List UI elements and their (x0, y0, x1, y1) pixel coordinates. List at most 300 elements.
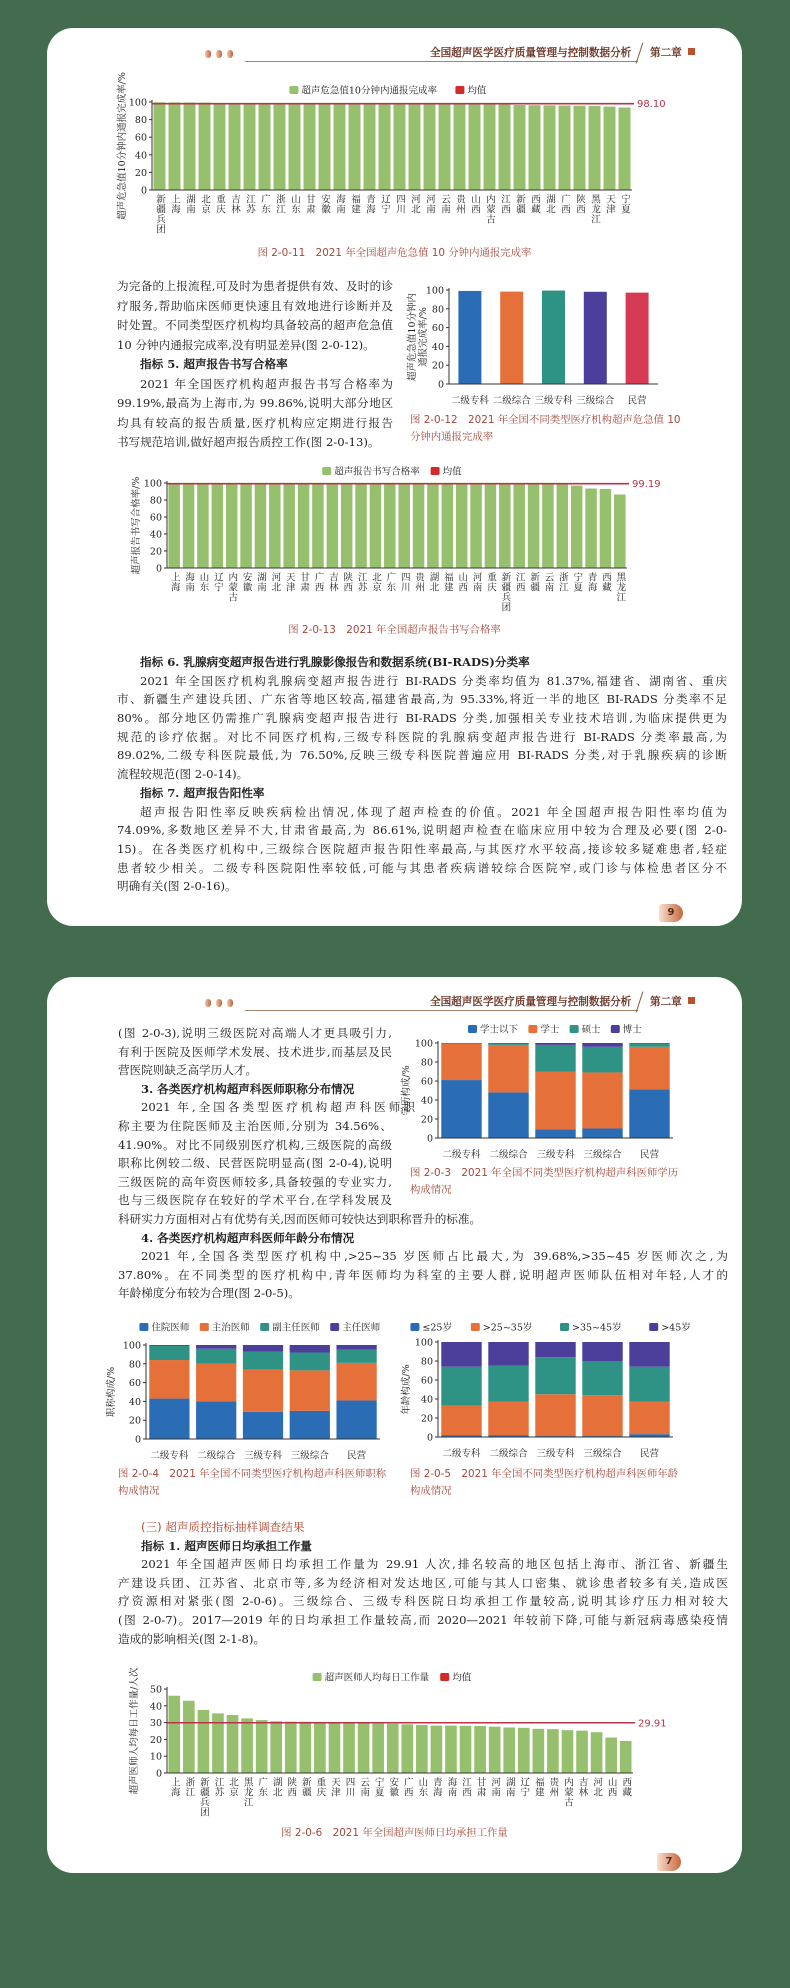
text-line: 37.80%。在不同类型的医疗机构中,青年医师均为科室的主要人群,说明超声医师队伍相对年轻,人才的 (118, 1267, 728, 1282)
x-tick-label: 河北 (269, 572, 281, 592)
x-tick-label: 二级专科 (450, 395, 489, 407)
legend-swatch (410, 1323, 419, 1331)
legend-swatch (560, 1323, 569, 1331)
x-tick-label: 辽宁 (379, 194, 390, 214)
legend-swatch (431, 467, 440, 475)
caption-fig-2-0-6 (47, 1825, 742, 1842)
x-tick-label: 四川 (394, 194, 405, 214)
bar (499, 104, 511, 190)
x-tick-label: 河南 (470, 572, 482, 592)
bar (298, 483, 310, 568)
caption-line: 图 2-0-4 2021 年全国不同类型医疗机构超声科医师职称 (118, 1468, 387, 1480)
x-tick-label: 吉林 (576, 1777, 588, 1797)
bar-segment (196, 1349, 236, 1364)
x-tick-label: 甘肃 (474, 1777, 486, 1797)
x-tick-label: 广西 (312, 572, 324, 592)
text-line: 41.90%。对比不同级别医疗机构,三级医院的高级 (118, 1137, 392, 1152)
caption-line: 图 2-0-5 2021 年全国不同类型医疗机构超声科医师年龄 (410, 1468, 679, 1480)
header-chapter: 第二章 (650, 47, 682, 59)
text-line: 99.19%,最高为上海市,为 99.86%,说明大部分地区 (117, 396, 393, 410)
book-page-7 (47, 977, 742, 1873)
x-tick-label: 重庆 (484, 572, 496, 592)
caption-line: 图 2-0-13 2021 年全国超声报告书写合格率 (288, 624, 501, 636)
y-tick-label: 100 (425, 285, 444, 297)
legend-swatch (528, 1025, 537, 1033)
text-line: 流程较规范(图 2-0-14)。 (117, 767, 249, 782)
y-tick-label: 100 (414, 1337, 433, 1349)
bar-segment (582, 1395, 622, 1436)
bar-segment (535, 1072, 575, 1130)
bar (557, 484, 569, 568)
x-tick-label: 新疆兵团 (197, 1777, 209, 1817)
bar (184, 103, 196, 190)
x-tick-label: 吉林 (326, 572, 338, 592)
caption-line: 构成情况 (118, 1485, 160, 1497)
bar (499, 484, 511, 568)
y-tick-label: 60 (134, 132, 147, 144)
bar (334, 104, 346, 190)
bar-segment (243, 1352, 283, 1370)
x-tick-label: 三级综合 (290, 1450, 329, 1462)
y-tick-label: 0 (155, 1768, 162, 1780)
y-tick-label: 40 (134, 150, 147, 162)
bar (518, 1728, 530, 1773)
y-tick-label: 100 (414, 1038, 433, 1050)
bar (413, 483, 425, 568)
x-tick-label: 河北 (591, 1777, 603, 1797)
bar-segment (535, 1394, 575, 1436)
y-tick-label: 0 (426, 1133, 433, 1145)
legend-swatch (260, 1323, 269, 1331)
legend-label: 硕士 (581, 1024, 601, 1036)
bar-segment (243, 1345, 283, 1352)
x-tick-label: 河南 (489, 1777, 501, 1797)
y-tick-label: 20 (128, 1415, 141, 1427)
x-tick-label: 浙江 (274, 194, 285, 214)
bar (409, 104, 421, 190)
y-axis-label: 通报完成率/% (418, 307, 429, 367)
legend-swatch (570, 1025, 579, 1033)
bar (626, 293, 649, 384)
bar-segment (336, 1363, 376, 1401)
x-tick-label: 浙江 (183, 1777, 195, 1797)
bar (547, 1729, 559, 1773)
x-tick-label: 新疆 (514, 194, 525, 214)
legend-swatch (440, 1673, 449, 1681)
bar (600, 489, 612, 568)
y-tick-label: 100 (122, 1340, 141, 1352)
text-line: 2021 年全国超声医师日均承担工作量为 29.91 人次,排名较高的地区包括上海市、浙江省、新疆生 (141, 1557, 728, 1572)
header-rule (245, 61, 638, 62)
mean-value-label: 29.91 (638, 1718, 667, 1730)
bar-segment (535, 1043, 575, 1045)
bar (387, 1724, 399, 1773)
x-tick-label: 西藏 (529, 194, 540, 214)
text-line: 2021 年全国医疗机构乳腺病变超声报告进行 BI-RADS 分类率均值为 81.37%,福建省、湖南省、重庆 (140, 673, 727, 688)
bar (620, 1741, 632, 1773)
legend-label: ≤25岁 (422, 1322, 452, 1334)
y-tick-label: 40 (431, 341, 444, 353)
bar-segment (149, 1346, 189, 1360)
x-tick-label: 二级专科 (150, 1450, 189, 1462)
text-line: 也与三级医院存在较好的学术平台,在学科发展及 (118, 1193, 392, 1208)
text-line: 职称比例较二级、民营医院明显高(图 2-0-4),说明 (118, 1156, 392, 1171)
bar-segment (629, 1090, 669, 1138)
text-line: 74.09%,多数地区差异不大,甘肃省最高,为 86.61%,说明超声检查在临床应用中较为合理及必要(图 2-0- (117, 823, 727, 838)
chart-fig-2-0-5 (395, 1315, 691, 1460)
x-tick-label: 内蒙古 (561, 1777, 573, 1807)
y-tick-label: 0 (155, 563, 162, 575)
bar-segment (441, 1080, 481, 1138)
text-line: (图 2-0-3),说明三级医院对高端人才更具吸引力, (118, 1026, 392, 1040)
bar (226, 483, 238, 568)
bar (168, 483, 180, 568)
caption-fig-2-0-13 (47, 622, 742, 639)
mean-value-label: 98.10 (637, 99, 666, 111)
bar (439, 104, 451, 190)
chart-legend (468, 1024, 642, 1036)
x-tick-label: 三级综合 (583, 1448, 622, 1460)
legend-label: 学士 (540, 1024, 560, 1036)
y-tick-label: 20 (420, 1413, 433, 1425)
x-tick-label: 江苏 (355, 572, 367, 592)
bar-segment (582, 1043, 622, 1047)
x-tick-label: 云南 (542, 572, 554, 592)
bar-segment (488, 1366, 528, 1402)
legend-label: 主治医师 (211, 1322, 250, 1334)
x-tick-label: 天津 (604, 194, 615, 214)
text-line: 年龄梯度分布较为合理(图 2-0-5)。 (118, 1286, 300, 1301)
chart-legend (139, 1322, 380, 1334)
bar (528, 484, 540, 568)
bar-segment (290, 1345, 330, 1353)
y-tick-label: 80 (128, 1359, 141, 1371)
bar (229, 103, 241, 190)
bar (514, 105, 526, 190)
y-tick-label: 80 (149, 495, 162, 507)
x-tick-label: 二级综合 (197, 1450, 236, 1462)
caption-fig-2-0-4 (118, 1466, 386, 1500)
y-tick-label: 10 (149, 1751, 162, 1763)
bar-segment (535, 1342, 575, 1357)
legend-label: 住院医师 (151, 1322, 190, 1334)
header-title: 全国超声医学医疗质量管理与控制数据分析 (430, 996, 632, 1008)
text-line: 2021 年,全国各类型医疗机构中,>25~35 岁医师占比最大,为 39.68%,>35~45 岁医师次之,为 (141, 1249, 728, 1264)
x-tick-label: 广东 (384, 572, 396, 592)
text-line: 称主要为住院医师及主治医师,分别为 34.56%、 (118, 1118, 392, 1133)
bar (454, 104, 466, 190)
x-tick-label: 贵州 (413, 572, 425, 592)
caption-line: 图 2-0-3 2021 年全国不同类型医疗机构超声科医师学历 (410, 1167, 679, 1179)
bar (199, 103, 211, 190)
header-square-icon (688, 48, 695, 55)
text-line: 均具有较高的报告质量,医疗机构应定期进行报告 (117, 415, 393, 430)
x-tick-label: 海南 (445, 1777, 457, 1797)
bar (289, 103, 301, 190)
bar (370, 483, 382, 568)
x-tick-label: 山东 (416, 1777, 428, 1797)
x-tick-label: 二级综合 (489, 1149, 528, 1161)
x-tick-label: 新疆 (528, 572, 540, 592)
x-tick-label: 北京 (199, 194, 210, 214)
text-line: 疗服务,帮助临床医师更快速且有效地进行诊断并及 (117, 298, 393, 313)
bar (544, 105, 556, 190)
x-tick-label: 内蒙古 (226, 572, 238, 602)
bar (470, 483, 482, 568)
chart-legend (410, 1322, 690, 1334)
x-tick-label: 二级专科 (442, 1149, 481, 1161)
bar (416, 1725, 428, 1773)
bar-segment (149, 1345, 189, 1346)
bar-segment (336, 1400, 376, 1439)
x-tick-label: 西藏 (620, 1777, 632, 1797)
text-line: 80%。部分地区仍需推广乳腺病变超声报告进行 BI-RADS 分类,加强相关专业技术培训,为临床提供更为 (117, 711, 727, 726)
bar (197, 483, 209, 568)
bar (562, 1730, 574, 1773)
section-heading: 指标 1. 超声医师日均承担工作量 (141, 1538, 312, 1553)
y-axis-label: 超声医师人均每日工作量/人次 (129, 1667, 140, 1795)
bar-segment (488, 1342, 528, 1366)
y-tick-label: 100 (143, 478, 162, 490)
text-line: 疗资源相对紧张(图 2-0-6)。三级综合、三级专科医院日均承担工作量较高,说明其诊疗压力相对较大 (118, 1594, 728, 1609)
x-tick-label: 三级综合 (583, 1149, 622, 1161)
y-tick-label: 60 (431, 323, 444, 335)
y-tick-label: 40 (420, 1095, 433, 1107)
x-tick-label: 民营 (347, 1450, 367, 1462)
y-tick-label: 60 (420, 1375, 433, 1387)
caption-fig-2-0-11 (47, 245, 742, 262)
chart-fig-2-0-6 (107, 1660, 727, 1825)
bar (319, 103, 331, 190)
legend-swatch (322, 467, 331, 475)
bar (227, 1715, 239, 1773)
page-number: 7 (657, 1853, 681, 1871)
bar (574, 106, 586, 190)
bar (244, 103, 256, 190)
legend-swatch (468, 1025, 477, 1033)
bar (442, 483, 454, 568)
y-tick-label: 60 (149, 512, 162, 524)
x-tick-label: 新疆兵团 (499, 572, 511, 612)
bar-segment (196, 1401, 236, 1439)
header-divider (636, 42, 644, 63)
bar-segment (582, 1047, 622, 1073)
x-tick-label: 安徽 (240, 572, 252, 592)
legend-label: 超声医师人均每日工作量 (324, 1672, 430, 1684)
bar-segment (488, 1092, 528, 1138)
bar-segment (629, 1342, 669, 1367)
x-tick-label: 二级专科 (442, 1448, 481, 1460)
header-chapter: 第二章 (650, 996, 682, 1008)
y-tick-label: 80 (420, 1057, 433, 1069)
legend-label: 均值 (467, 85, 487, 97)
bar (314, 1723, 326, 1773)
x-tick-label: 民营 (639, 1448, 660, 1460)
y-tick-label: 80 (420, 1356, 433, 1368)
bar (285, 1722, 297, 1773)
y-tick-label: 60 (128, 1378, 141, 1390)
y-tick-label: 80 (431, 304, 444, 316)
bar (384, 483, 396, 568)
bar (445, 1726, 457, 1773)
bar (329, 1723, 341, 1773)
legend-swatch (289, 86, 298, 94)
y-tick-label: 30 (149, 1718, 162, 1730)
legend-label: 博士 (622, 1024, 642, 1036)
bar-segment (535, 1357, 575, 1394)
text-line: 2021 年全国医疗机构超声报告书写合格率为 (140, 376, 393, 391)
x-tick-label: 江苏 (244, 194, 255, 214)
header-dots-ornament (205, 999, 233, 1007)
bar (255, 483, 267, 568)
y-axis-label: 职称构成/% (106, 1366, 117, 1418)
x-tick-label: 福建 (349, 194, 360, 214)
x-tick-label: 黑龙江 (241, 1777, 253, 1807)
x-tick-label: 宁夏 (619, 194, 630, 214)
legend-swatch (330, 1323, 339, 1331)
x-tick-label: 天津 (328, 1777, 340, 1797)
x-tick-label: 黑龙江 (589, 194, 600, 224)
x-tick-label: 山西 (456, 572, 468, 592)
y-axis-label: 超声危急值10分钟内通报完成率/% (117, 72, 128, 220)
y-tick-label: 40 (128, 1396, 141, 1408)
text-line: 有利于医院及医师学术发展、技术进步,而基层及民 (118, 1044, 392, 1059)
bar-segment (441, 1367, 481, 1406)
chart-fig-2-0-3 (395, 1020, 685, 1165)
x-tick-label: 广西 (401, 1777, 413, 1797)
bar (513, 484, 525, 568)
bar (349, 104, 361, 190)
x-tick-label: 安徽 (387, 1777, 399, 1797)
section-heading: 3. 各类医疗机构超声科医师职称分布情况 (141, 1081, 355, 1096)
section-heading: 指标 6. 乳腺病变超声报告进行乳腺影像报告和数据系统(BI-RADS)分类率 (140, 655, 530, 669)
bar-segment (336, 1345, 376, 1350)
x-tick-label: 云南 (358, 1777, 370, 1797)
section-heading: 4. 各类医疗机构超声科医师年龄分布情况 (141, 1230, 355, 1245)
bar (469, 104, 481, 190)
y-tick-label: 0 (134, 1434, 141, 1446)
y-tick-label: 0 (426, 1432, 433, 1444)
text-line: 时处置。不同类型医疗机构均具备较高的超声危急值 (117, 318, 393, 332)
x-tick-label: 山西 (469, 194, 480, 214)
text-line: 造成的影响相关(图 2-1-8)。 (118, 1631, 266, 1646)
bar (529, 105, 541, 190)
bar (169, 102, 181, 190)
x-tick-label: 江苏 (212, 1777, 224, 1797)
section-heading: (三) 超声质控指标抽样调查结果 (141, 1520, 305, 1534)
x-tick-label: 江西 (513, 572, 525, 592)
header-title: 全国超声医学医疗质量管理与控制数据分析 (430, 47, 632, 59)
x-tick-label: 青海 (585, 572, 597, 592)
y-tick-label: 20 (149, 546, 162, 558)
bar (183, 1701, 195, 1773)
x-tick-label: 河南 (424, 194, 435, 214)
chart-legend (289, 85, 487, 97)
bar-segment (629, 1367, 669, 1402)
bar (355, 483, 367, 568)
caption-line: 构成情况 (410, 1184, 452, 1196)
bar (458, 291, 481, 384)
bar (358, 1723, 370, 1773)
caption-line: 构成情况 (410, 1485, 452, 1497)
bar (401, 1724, 413, 1773)
y-tick-label: 20 (431, 360, 444, 372)
bar (154, 102, 166, 190)
x-tick-label: 贵州 (454, 194, 465, 214)
x-tick-label: 内蒙古 (484, 194, 495, 224)
section-heading: 指标 7. 超声报告阳性率 (140, 785, 265, 800)
x-tick-label: 广西 (559, 194, 570, 214)
y-tick-label: 0 (140, 185, 147, 197)
x-tick-label: 新疆 (299, 1777, 311, 1797)
bar (269, 483, 281, 568)
bar (427, 483, 439, 568)
bar (533, 1729, 545, 1773)
bar (398, 483, 410, 568)
bar-segment (488, 1045, 528, 1093)
bar (485, 484, 497, 568)
legend-swatch (313, 1673, 322, 1681)
y-axis-label: 学历构成/% (401, 1065, 412, 1116)
bar (394, 104, 406, 190)
bar (300, 1722, 312, 1773)
bar-segment (290, 1353, 330, 1371)
x-tick-label: 三级专科 (243, 1450, 283, 1462)
y-tick-label: 50 (149, 1684, 162, 1696)
bar (327, 483, 339, 568)
bar-segment (488, 1043, 528, 1044)
bar-segment (582, 1342, 622, 1361)
bar (274, 103, 286, 190)
x-tick-label: 福建 (441, 572, 453, 592)
x-tick-label: 上海 (168, 572, 180, 592)
legend-label: 主任医师 (342, 1322, 381, 1334)
x-tick-label: 湖南 (184, 194, 195, 214)
bar-segment (196, 1364, 236, 1402)
x-tick-label: 三级专科 (536, 1149, 575, 1161)
x-tick-label: 海南 (183, 572, 195, 592)
x-tick-label: 天津 (283, 572, 295, 592)
header-dots-ornament (205, 50, 233, 58)
caption-line: 图 2-0-12 2021 年全国不同类型医疗机构超声危急值 10 (410, 414, 681, 426)
bar (542, 291, 565, 384)
caption-line: 图 2-0-6 2021 年全国超声医师日均承担工作量 (281, 1827, 508, 1839)
x-tick-label: 北京 (369, 572, 381, 592)
x-tick-label: 青海 (364, 194, 375, 214)
x-tick-label: 湖北 (544, 194, 555, 214)
legend-swatch (649, 1323, 658, 1331)
text-line: 2021 年,全国各类型医疗机构超声科医师职 (141, 1100, 415, 1115)
bar (456, 483, 468, 568)
x-tick-label: 陕西 (341, 572, 353, 592)
x-tick-label: 河北 (409, 194, 420, 214)
x-tick-label: 山东 (289, 194, 300, 214)
text-line: (图 2-0-7)。2017—2019 年的日均承担工作量较高,而 2020—2021 年较前下降,可能与新冠病毒感染疫情 (118, 1612, 728, 1627)
text-line: 营医院则缺乏高学历人才。 (118, 1063, 258, 1078)
x-tick-label: 黑龙江 (614, 572, 626, 602)
bar (584, 292, 607, 384)
bar-segment (149, 1360, 189, 1399)
text-line: 10 分钟内通报完成率,没有明显差异(图 2-0-12)。 (117, 337, 375, 352)
bar (474, 1726, 486, 1773)
y-tick-label: 60 (420, 1076, 433, 1088)
bar (500, 292, 523, 384)
y-axis-label: 超声危急值10分钟内 (407, 292, 418, 382)
bar (364, 104, 376, 190)
text-line: 明确有关(图 2-0-16)。 (117, 879, 237, 894)
legend-label: >25~35岁 (482, 1322, 533, 1334)
bar (431, 1726, 443, 1773)
